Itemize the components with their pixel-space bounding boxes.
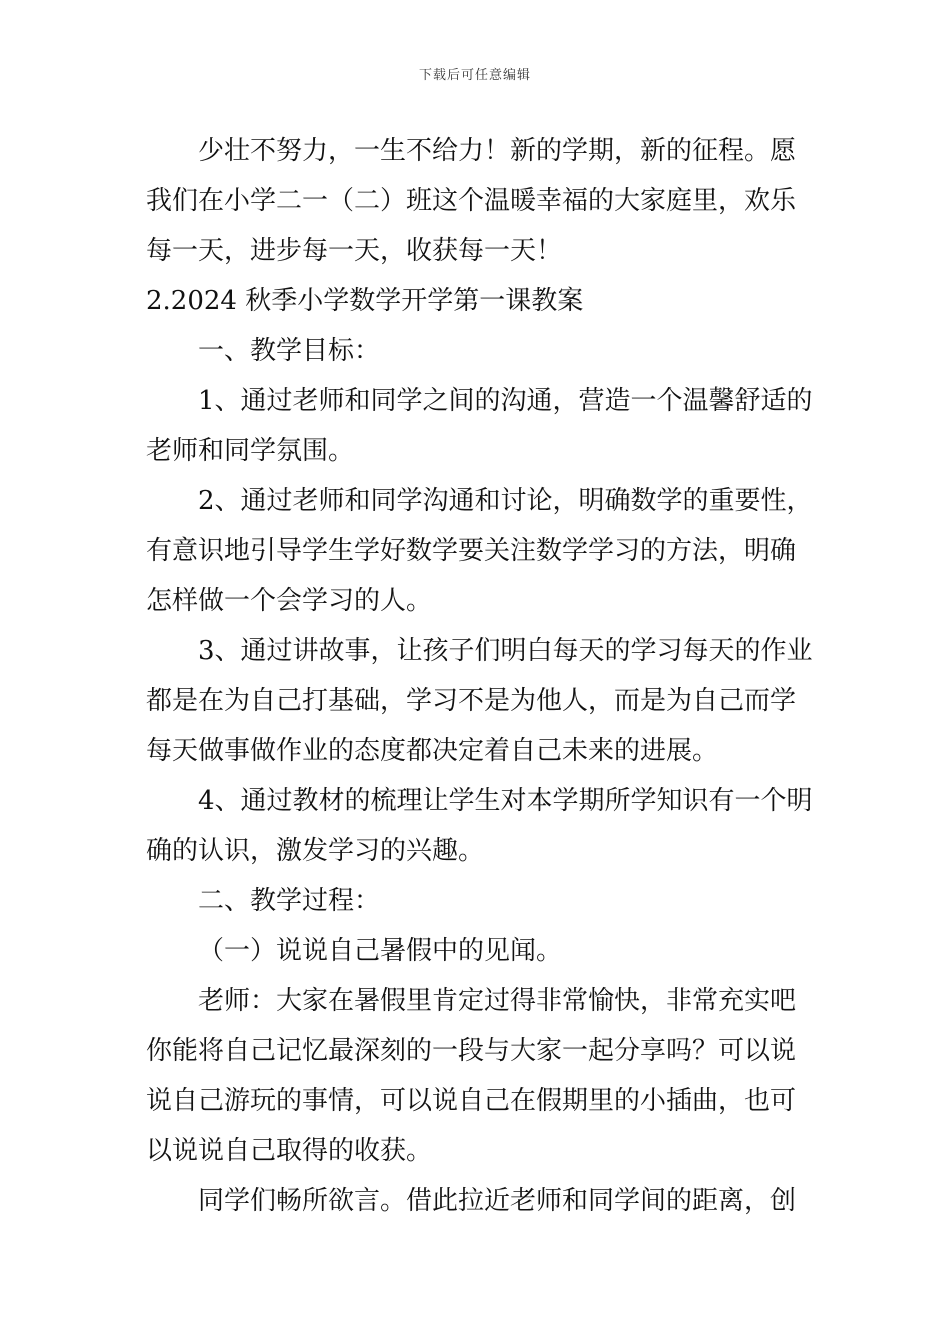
paragraph-line: 我们在小学二一（二）班这个温暖幸福的大家庭里，欢乐 <box>146 186 797 216</box>
paragraph-line: 每一天，进步每一天，收获每一天！ <box>146 236 563 266</box>
paragraph-line: 2.2024 秋季小学数学开学第一课教案 <box>146 286 584 316</box>
paragraph-line: 确的认识，激发学习的兴趣。 <box>146 836 485 866</box>
paragraph-line: 怎样做一个会学习的人。 <box>146 586 433 616</box>
paragraph-line: 少壮不努力，一生不给力！新的学期，新的征程。愿 <box>198 136 797 166</box>
paragraph <box>146 276 806 326</box>
paragraph-line: 说自己游玩的事情，可以说自己在假期里的小插曲，也可 <box>146 1086 797 1116</box>
paragraph <box>146 1176 806 1226</box>
paragraph-line: 每天做事做作业的态度都决定着自己未来的进展。 <box>146 736 719 766</box>
paragraph-line: 老师：大家在暑假里肯定过得非常愉快，非常充实吧 <box>198 986 797 1016</box>
paragraph <box>146 126 806 276</box>
paragraph <box>146 976 806 1176</box>
paragraph <box>146 776 813 876</box>
paragraph-line: 一、教学目标： <box>198 336 381 366</box>
paragraph-line: 以说说自己取得的收获。 <box>146 1136 433 1166</box>
document-body <box>146 126 813 1226</box>
paragraph-line: 你能将自己记忆最深刻的一段与大家一起分享吗？可以说 <box>146 1036 797 1066</box>
paragraph-line: 二、教学过程： <box>198 886 381 916</box>
paragraph <box>146 876 806 926</box>
paragraph-line: 3、通过讲故事，让孩子们明白每天的学习每天的作业 <box>198 636 813 666</box>
paragraph <box>146 926 806 976</box>
paragraph <box>146 476 813 626</box>
paragraph <box>146 376 813 476</box>
page-header: 下载后可任意编辑 <box>418 68 531 83</box>
paragraph-line: 1、通过老师和同学之间的沟通，营造一个温馨舒适的 <box>198 386 813 416</box>
paragraph-line: 都是在为自己打基础，学习不是为他人，而是为自己而学 <box>146 686 797 716</box>
paragraph-line: （一）说说自己暑假中的见闻。 <box>198 936 563 966</box>
paragraph-line: 4、通过教材的梳理让学生对本学期所学知识有一个明 <box>198 786 813 816</box>
paragraph-line: 有意识地引导学生学好数学要关注数学学习的方法，明确 <box>146 536 797 566</box>
paragraph-line: 2、通过老师和同学沟通和讨论，明确数学的重要性， <box>198 486 813 516</box>
paragraph-line: 老师和同学氛围。 <box>146 436 355 466</box>
paragraph <box>146 326 806 376</box>
paragraph <box>146 626 813 776</box>
paragraph-line: 同学们畅所欲言。借此拉近老师和同学间的距离，创 <box>198 1186 797 1216</box>
